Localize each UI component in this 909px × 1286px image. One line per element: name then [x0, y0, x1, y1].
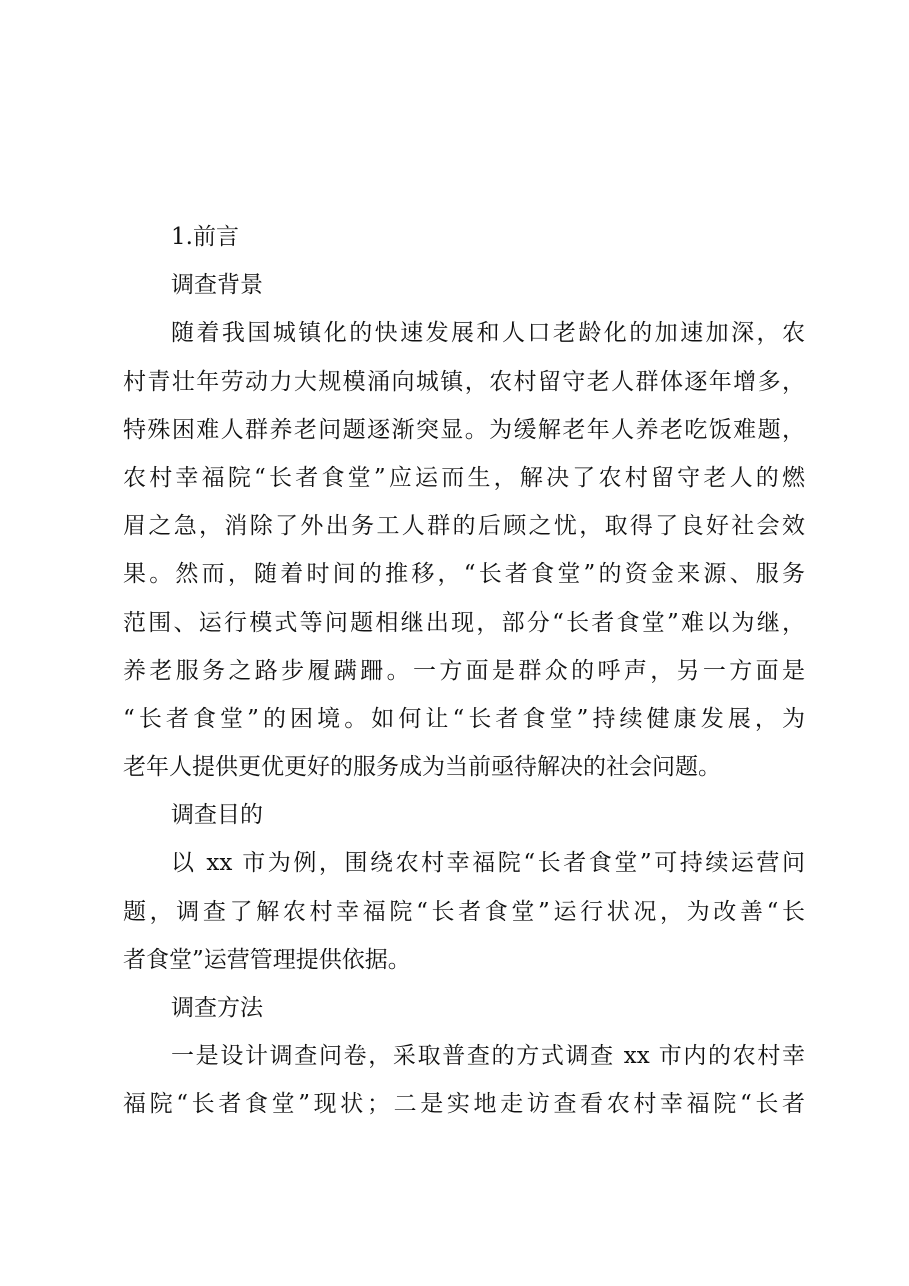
subsection-title-method: 调查方法 [171, 995, 263, 1021]
paragraph-line: 养老服务之路步履蹒跚。一方面是群众的呼声，另一方面是 [123, 657, 805, 684]
section-heading: 1.前言 [171, 224, 239, 250]
paragraph-line: 老年人提供更优更好的服务成为当前亟待解决的社会问题。 [123, 754, 721, 781]
paragraph-line: 题，调查了解农村幸福院“长者食堂”运行状况，为改善“长 [123, 898, 805, 925]
paragraph-line: 者食堂”运营管理提供依据。 [123, 946, 411, 973]
paragraph-line: 随着我国城镇化的快速发展和人口老龄化的加速加深，农 [171, 320, 805, 347]
paragraph-line: 一是设计调查问卷，采取普查的方式调查 xx 市内的农村幸 [171, 1043, 805, 1070]
paragraph-line: 村青壮年劳动力大规模涌向城镇，农村留守老人群体逐年增多， [123, 368, 805, 395]
paragraph-line: 眉之急，消除了外出务工人群的后顾之忧，取得了良好社会效 [123, 513, 805, 540]
paragraph-line: 范围、运行模式等问题相继出现，部分“长者食堂”难以为继， [123, 609, 805, 636]
paragraph-line: 以 xx 市为例，围绕农村幸福院“长者食堂”可持续运营问 [171, 850, 805, 877]
paragraph-line: “长者食堂”的困境。如何让“长者食堂”持续健康发展，为 [123, 705, 805, 732]
document-body [123, 213, 805, 1129]
subsection-title-purpose: 调查目的 [171, 802, 263, 829]
paragraph-line: 果。然而，随着时间的推移，“长者食堂”的资金来源、服务 [123, 561, 805, 588]
subsection-title-background: 调查背景 [171, 272, 263, 299]
paragraph-line: 农村幸福院“长者食堂”应运而生，解决了农村留守老人的燃 [123, 464, 805, 491]
paragraph-line: 福院“长者食堂”现状；二是实地走访查看农村幸福院“长者 [123, 1091, 805, 1118]
paragraph-line: 特殊困难人群养老问题逐渐突显。为缓解老年人养老吃饭难题， [123, 416, 805, 443]
